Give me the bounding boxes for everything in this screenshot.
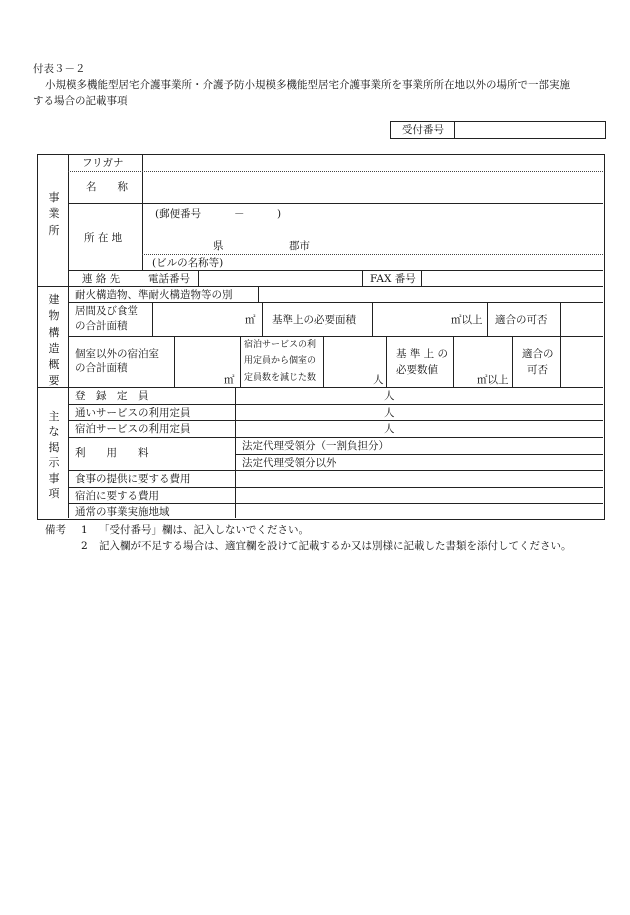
fee-statutory-partial[interactable]: 法定代理受領分（一割負担分） bbox=[242, 440, 389, 452]
compliance-field[interactable] bbox=[562, 303, 601, 335]
fax-label: FAX 番号 bbox=[370, 273, 416, 285]
meal-cost-label: 食事の提供に要する費用 bbox=[75, 473, 191, 485]
lodging-capacity-label-1: 宿泊サービスの利 bbox=[244, 340, 317, 350]
postal-dash[interactable]: － bbox=[234, 208, 245, 220]
fee-label: 利 用 料 bbox=[75, 447, 149, 459]
note1-text: 「受付番号」欄は、記入しないでください。 bbox=[99, 524, 309, 536]
name-label: 名 称 bbox=[86, 181, 128, 193]
required-area-unit[interactable]: ㎡以上 bbox=[451, 314, 483, 326]
lodging-capacity-person-unit[interactable]: 人 bbox=[373, 374, 384, 386]
required-value-unit[interactable]: ㎡以上 bbox=[477, 374, 509, 386]
postal-suffix: ) bbox=[277, 208, 282, 220]
registered-capacity-label: 登 録 定 員 bbox=[75, 390, 149, 402]
form-number: 付表３－２ bbox=[33, 63, 86, 75]
note2-number: 2 bbox=[81, 540, 88, 552]
building-name-label[interactable]: (ビルの名称等) bbox=[152, 257, 224, 269]
lodging-service-capacity-unit[interactable]: 人 bbox=[384, 423, 395, 435]
day-service-capacity-unit[interactable]: 人 bbox=[384, 407, 395, 419]
phone-field[interactable] bbox=[200, 271, 360, 285]
furigana-field[interactable] bbox=[144, 155, 602, 169]
day-service-capacity-label: 通いサービスの利用定員 bbox=[75, 407, 191, 419]
note1-number: 1 bbox=[81, 524, 88, 536]
receipt-number-label: 受付番号 bbox=[402, 124, 444, 136]
contact-label: 連 絡 先 bbox=[82, 273, 121, 285]
note2-text: 記入欄が不足する場合は、適宜欄を設けて記載するか又は別様に記載した書類を添付してください。 bbox=[99, 540, 572, 552]
registered-capacity-unit[interactable]: 人 bbox=[384, 390, 395, 402]
form-title-line1: 小規模多機能型居宅介護事業所・介護予防小規模多機能型居宅介護事業所を事業所所在地以外の場所で一部実施 bbox=[45, 79, 570, 91]
phone-label: 電話番号 bbox=[148, 273, 190, 285]
name-field[interactable] bbox=[144, 172, 602, 202]
required-area-label: 基準上の必要面積 bbox=[272, 314, 356, 326]
form-title-line2: する場合の記載事項 bbox=[33, 95, 128, 107]
service-area-label: 通常の事業実施地域 bbox=[75, 506, 170, 518]
lodging-room-label-1: 個室以外の宿泊室 bbox=[75, 348, 159, 360]
compliance-label: 適合の可否 bbox=[495, 314, 548, 326]
receipt-number-field[interactable] bbox=[456, 122, 602, 137]
lodging-capacity-label-2: 用定員から個室の bbox=[244, 356, 317, 366]
section-items-label: 主 な 掲 示 事 項 bbox=[48, 410, 60, 500]
county-city-label: 郡市 bbox=[289, 240, 310, 252]
fireproof-field[interactable] bbox=[260, 287, 601, 301]
prefecture-label: 県 bbox=[213, 240, 224, 252]
lodging-capacity-label-3: 定員数を減じた数 bbox=[244, 373, 317, 383]
required-value-label-2: 必要数値 bbox=[396, 364, 438, 376]
postal-prefix: (郵便番号 bbox=[155, 208, 202, 220]
fireproof-label: 耐火構造物、準耐火構造物等の別 bbox=[75, 289, 233, 301]
fee-non-statutory[interactable]: 法定代理受領分以外 bbox=[242, 457, 337, 469]
compliance-label-2: 可否 bbox=[527, 364, 548, 376]
lodging-cost-label: 宿泊に要する費用 bbox=[75, 490, 159, 502]
notes-label: 備考 bbox=[45, 524, 66, 536]
lodging-room-label-2: の合計面積 bbox=[75, 362, 128, 374]
lodging-room-sqm-unit[interactable]: ㎡ bbox=[224, 374, 235, 386]
living-dining-label-2: の合計面積 bbox=[75, 320, 128, 332]
section-office-label: 事 業 所 bbox=[48, 191, 60, 237]
compliance-label-1: 適合の bbox=[522, 348, 554, 360]
fax-field[interactable] bbox=[423, 271, 601, 285]
address-label: 所 在 地 bbox=[84, 232, 123, 244]
furigana-label: フリガナ bbox=[82, 157, 124, 169]
living-dining-sqm-unit[interactable]: ㎡ bbox=[245, 314, 256, 326]
living-dining-label-1: 居間及び食堂 bbox=[75, 305, 138, 317]
section-building-label: 建 物 構 造 概 要 bbox=[48, 293, 60, 388]
required-value-label-1: 基 準 上 の bbox=[396, 348, 449, 360]
lodging-service-capacity-label: 宿泊サービスの利用定員 bbox=[75, 423, 191, 435]
